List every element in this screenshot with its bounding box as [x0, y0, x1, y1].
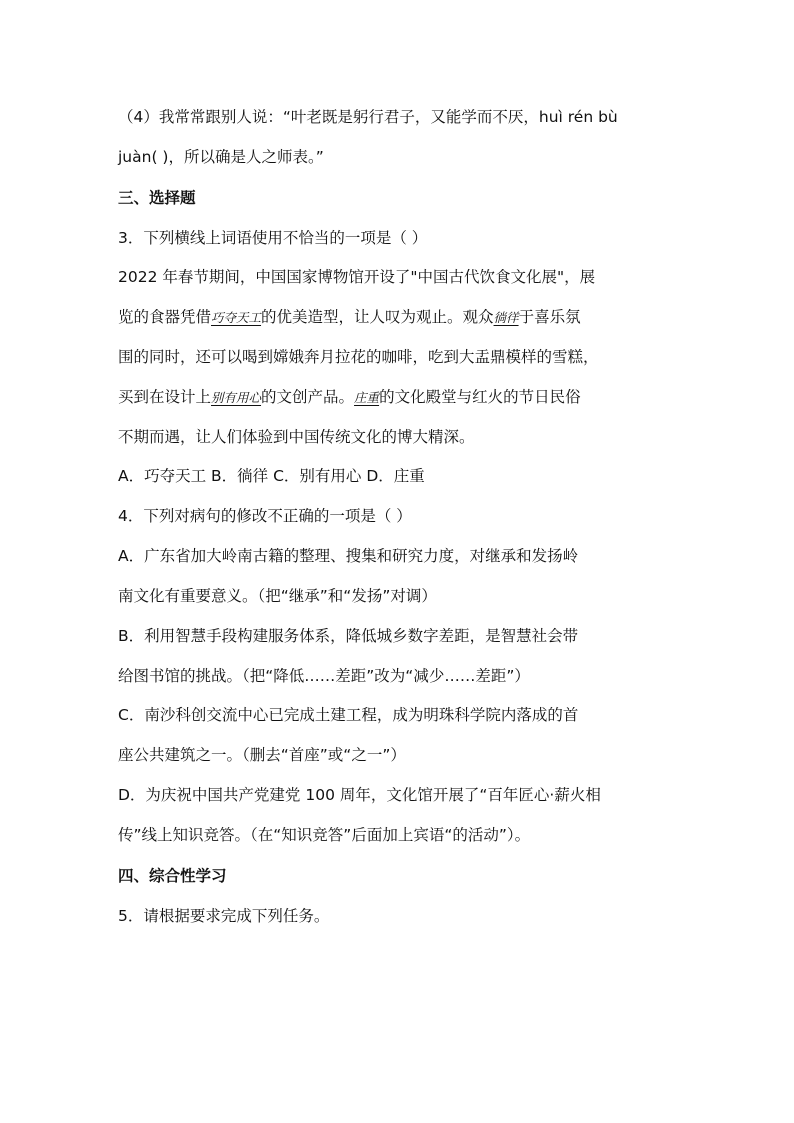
q3-passage-line2 [118, 307, 581, 328]
q3-stem: 3．下列横线上词语使用不恰当的一项是（ ） [118, 229, 428, 247]
q3-options: A．巧夺天工 B．徜徉 C．别有用心 D．庄重 [118, 467, 425, 485]
q3-passage-line1: 2022 年春节期间，中国国家博物馆开设了"中国古代饮食文化展"，展 [118, 268, 596, 286]
q3-passage-line4-text-b: 的文创产品。 [261, 388, 355, 406]
q3-passage-line4 [118, 387, 581, 408]
underlined-term-changyang: 徜徉 [493, 310, 519, 325]
q4-option-a-line2: 南文化有重要意义。（把“继承”和“发扬”对调） [118, 587, 437, 605]
q3-passage-line4-text-a: 买到在设计上 [118, 388, 212, 406]
underlined-term-zhuangzhong: 庄重 [354, 390, 380, 405]
q3-passage-line2-text-c: 于喜乐氛 [518, 308, 581, 326]
q3-passage-line2-text-a: 览的食器凭借 [118, 308, 212, 326]
section-4-heading: 四、综合性学习 [118, 867, 227, 885]
q4-option-d-line1: D．为庆祝中国共产党建党 100 周年，文化馆开展了“百年匠心·薪火相 [118, 786, 601, 804]
q2-part4-line1: （4）我常常跟别人说：“叶老既是躬行君子，又能学而不厌，huì rén bù [118, 108, 618, 126]
underlined-term-bieyouyongxin: 别有用心 [211, 390, 262, 405]
q4-option-a-line1: A．广东省加大岭南古籍的整理、搜集和研究力度，对继承和发扬岭 [118, 547, 579, 565]
q4-option-c-line1: C．南沙科创交流中心已完成土建工程，成为明珠科学院内落成的首 [118, 706, 579, 724]
q3-passage-line4-text-c: 的文化殿堂与红火的节日民俗 [379, 388, 581, 406]
q3-passage-line5: 不期而遇，让人们体验到中国传统文化的博大精深。 [118, 428, 475, 446]
q2-part4-line2: juàn( )，所以确是人之师表。” [118, 148, 324, 166]
q3-passage-line2-text-b: 的优美造型，让人叹为观止。观众 [261, 308, 494, 326]
q4-option-b-line1: B．利用智慧手段构建服务体系，降低城乡数字差距，是智慧社会带 [118, 627, 579, 645]
q3-passage-line3: 围的同时，还可以喝到嫦娥奔月拉花的咖啡，吃到大盂鼎模样的雪糕， [118, 348, 599, 366]
section-3-heading: 三、选择题 [118, 189, 196, 207]
q4-option-c-line2: 座公共建筑之一。（删去“首座”或“之一”） [118, 746, 406, 764]
q4-stem: 4．下列对病句的修改不正确的一项是（ ） [118, 507, 412, 525]
q4-option-b-line2: 给图书馆的挑战。（把“降低……差距”改为“减少……差距”） [118, 667, 530, 685]
q5-stem: 5．请根据要求完成下列任务。 [118, 907, 330, 925]
underlined-term-qiaoduotiangong: 巧夺天工 [211, 310, 262, 325]
q4-option-d-line2: 传”线上知识竞答。（在“知识竞答”后面加上宾语“的活动”）。 [118, 826, 531, 844]
